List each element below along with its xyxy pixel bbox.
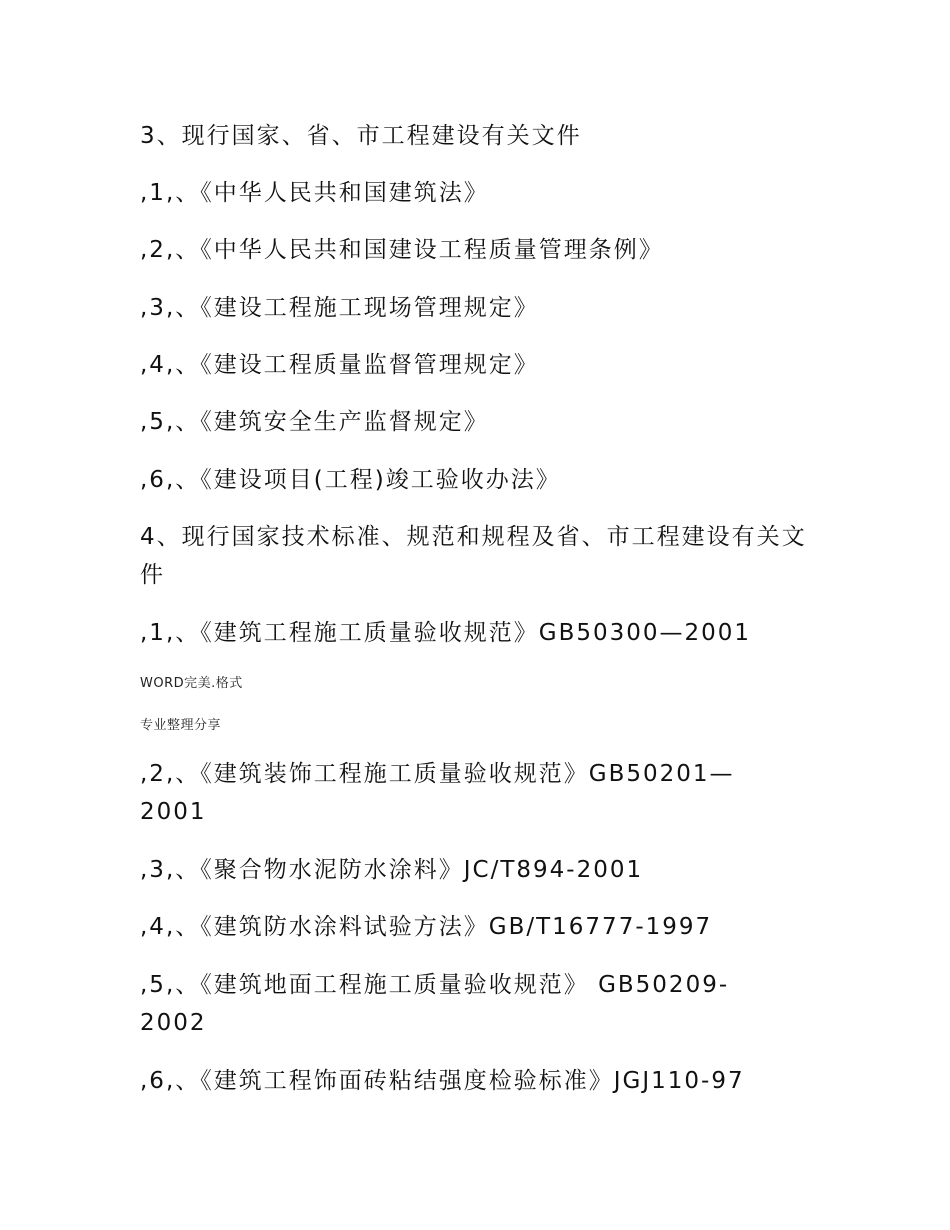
section-3-item-6: ,6,、《建设项目(工程)竣工验收办法》 xyxy=(140,467,561,493)
section-4-item-6: ,6,、《建筑工程饰面砖粘结强度检验标准》JGJ110-97 xyxy=(140,1068,745,1094)
section-3-item-3: ,3,、《建设工程施工现场管理规定》 xyxy=(140,295,539,321)
section-4-item-5: ,5,、《建筑地面工程施工质量验收规范》 GB50209-2002 xyxy=(140,972,730,1036)
section-3-item-2: ,2,、《中华人民共和国建设工程质量管理条例》 xyxy=(140,237,664,263)
section-3-item-4: ,4,、《建设工程质量监督管理规定》 xyxy=(140,352,539,378)
section-4-heading: 4、现行国家技术标准、规范和规程及省、市工程建设有关文件 xyxy=(140,524,807,588)
section-4-item-1: ,1,、《建筑工程施工质量验收规范》GB50300—2001 xyxy=(140,620,752,646)
section-3-item-5: ,5,、《建筑安全生产监督规定》 xyxy=(140,409,489,435)
section-3-heading: 3、现行国家、省、市工程建设有关文件 xyxy=(140,123,582,149)
section-4-item-4: ,4,、《建筑防水涂料试验方法》GB/T16777-1997 xyxy=(140,914,713,940)
watermark-line-2: 专业整理分享 xyxy=(140,718,222,733)
section-3-item-1: ,1,、《中华人民共和国建筑法》 xyxy=(140,180,489,206)
section-4-item-3: ,3,、《聚合物水泥防水涂料》JC/T894-2001 xyxy=(140,857,644,883)
watermark-line-1: WORD完美.格式 xyxy=(140,676,243,691)
section-4-item-2: ,2,、《建筑装饰工程施工质量验收规范》GB50201—2001 xyxy=(140,761,735,825)
